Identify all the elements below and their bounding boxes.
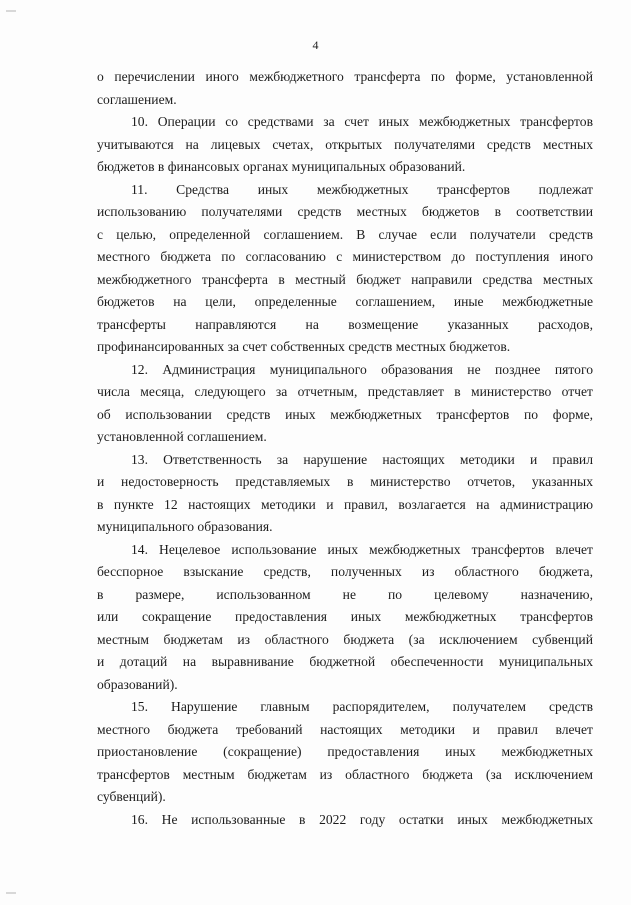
text-line: 14. Нецелевое использование иных межбюджетных трансфертов влечет: [131, 541, 593, 557]
paragraph: [97, 449, 593, 539]
text-line: муниципального образования.: [97, 519, 273, 534]
page-number: 4: [312, 38, 319, 52]
text-line: в пункте 12 настоящих методики и правил, возлагается на администрацию: [97, 496, 593, 512]
paragraph: [97, 179, 593, 359]
text-line: межбюджетного трансферта в местный бюджет направили средства местных: [97, 271, 593, 287]
document-body: [97, 66, 593, 831]
text-line: субвенций).: [97, 789, 166, 804]
text-line: соглашением.: [97, 91, 177, 107]
text-line: 16. Не использованные в 2022 году остатки иных межбюджетных: [131, 811, 593, 827]
paragraph: [97, 539, 593, 697]
text-line: с целью, определенной соглашением. В случае если получатели средств: [97, 226, 593, 242]
text-line: приостановление (сокращение) предоставления иных межбюджетных: [97, 744, 593, 759]
text-line: бюджетов в финансовых органах муниципальных образований.: [97, 159, 466, 174]
text-line: 10. Операции со средствами за счет иных межбюджетных трансфертов: [131, 114, 593, 129]
text-line: и недостоверность представляемых в министерство отчетов, указанных: [97, 474, 593, 489]
text-line: 12. Администрация муниципального образования не позднее пятого: [131, 361, 593, 377]
text-line: профинансированных за счет собственных средств местных бюджетов.: [97, 339, 511, 354]
text-line: местного бюджета по согласованию с министерством до поступления иного: [97, 249, 593, 264]
paragraph: [97, 696, 593, 809]
paragraph: [97, 809, 593, 832]
text-line: учитываются на лицевых счетах, открытых получателями средств местных: [97, 136, 593, 152]
text-line: местного бюджета требований настоящих методики и правил влечет: [97, 721, 593, 737]
text-line: или сокращение предоставления иных межбюджетных трансфертов: [97, 609, 593, 624]
scan-edge-mark: [6, 10, 16, 12]
text-line: использованию получателями средств местных бюджетов в соответствии: [97, 204, 593, 219]
text-line: трансфертов местным бюджетам из областного бюджета (за исключением: [97, 766, 593, 782]
text-line: об использовании средств иных межбюджетных трансфертов по форме,: [97, 406, 593, 422]
text-line: местным бюджетам из областного бюджета (за исключением субвенций: [97, 631, 593, 647]
text-line: 13. Ответственность за нарушение настоящих методики и правил: [131, 451, 593, 467]
text-line: бесспорное взыскание средств, полученных из областного бюджета,: [97, 564, 593, 579]
text-line: трансферты направляются на возмещение указанных расходов,: [97, 316, 593, 332]
paragraph: [97, 111, 593, 179]
text-line: и дотаций на выравнивание бюджетной обеспеченности муниципальных: [97, 654, 593, 669]
text-line: установленной соглашением.: [97, 429, 267, 444]
scan-edge-mark: [6, 892, 16, 894]
text-line: 15. Нарушение главным распорядителем, получателем средств: [131, 699, 593, 714]
paragraph: [97, 66, 593, 111]
paragraph: [97, 359, 593, 449]
text-line: числа месяца, следующего за отчетным, представляет в министерство отчет: [97, 384, 593, 399]
text-line: образований).: [97, 676, 178, 692]
text-line: бюджетов на цели, определенные соглашением, иные межбюджетные: [97, 294, 593, 309]
text-line: 11. Средства иных межбюджетных трансфертов подлежат: [131, 181, 593, 197]
text-line: о перечислении иного межбюджетного трансферта по форме, установленной: [97, 69, 593, 84]
text-line: в размере, использованном не по целевому назначению,: [97, 586, 593, 602]
